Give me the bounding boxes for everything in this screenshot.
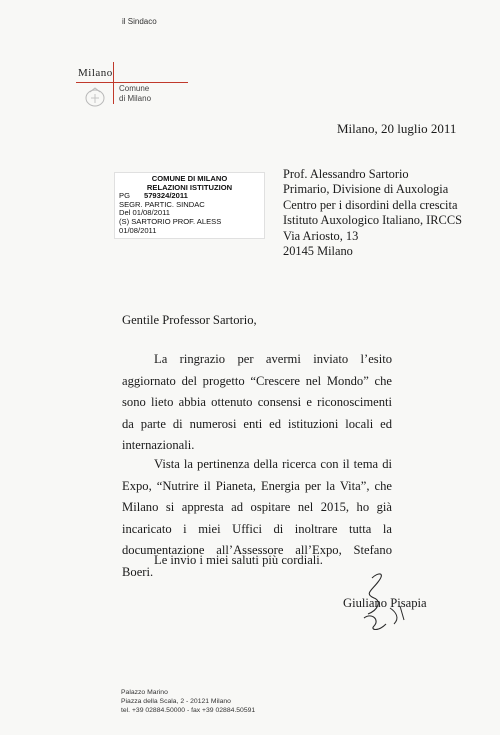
stamp-line-7: 01/08/2011: [119, 225, 157, 235]
recipient-street: Via Ariosto, 13: [283, 228, 359, 243]
footer-address: Piazza della Scala, 2 - 20121 Milano: [121, 698, 231, 705]
stamp-pg-number: 579324/2011: [143, 191, 188, 201]
stamp-line-5: Del 01/08/2011: [119, 208, 170, 218]
footer-building: Palazzo Marino: [121, 689, 168, 696]
body-paragraph-1-text: La ringrazio per avermi inviato l’esito aggiornato del progetto “Crescere nel Mondo” che sono lieto abbia ottenuto consensi e riconoscimenti da parte di numerosi enti ed istituzioni locali ed internazionali.: [122, 352, 392, 452]
stamp-pg-label: PG: [119, 191, 130, 201]
logo-comune-line1: Comune: [119, 84, 150, 93]
recipient-institute: Istituto Auxologico Italiano, IRCCS: [283, 213, 462, 228]
logo-horizontal-rule: [76, 82, 188, 83]
recipient-city: 20145 Milano: [283, 244, 353, 259]
letter-date: Milano, 20 luglio 2011: [337, 121, 457, 136]
protocol-stamp: [114, 172, 265, 239]
office-label: il Sindaco: [122, 17, 157, 26]
stamp-line-1: COMUNE DI MILANO: [151, 174, 228, 183]
recipient-address: [283, 167, 462, 259]
letterhead-footer: [121, 688, 255, 715]
body-paragraph-2-text: Vista la pertinenza della ricerca con il tema di Expo, “Nutrire il Pianeta, Energia per la Vita”, che Milano si appresta ad ospitare nel 2015, ho già incaricato i miei Uffici di inoltrare tutta la documentazione all’Assessore all’Expo, Stefano Boeri.: [122, 457, 392, 579]
logo-vertical-rule: [113, 62, 114, 104]
logo-city-name: Milano: [78, 67, 113, 79]
stamp-line-2: RELAZIONI ISTITUZION: [146, 182, 233, 192]
coat-of-arms-icon: [82, 86, 108, 108]
salutation: Gentile Professor Sartorio,: [122, 313, 257, 327]
footer-contacts: tel. +39 02884.50000 - fax +39 02884.50591: [121, 707, 256, 714]
closing-line: Le invio i miei saluti più cordiali.: [154, 553, 323, 567]
logo-comune-line2: di Milano: [119, 94, 152, 103]
signatory-name: Giuliano Pisapia: [343, 596, 427, 610]
stamp-line-6: (S) SARTORIO PROF. ALESS: [119, 216, 222, 226]
stamp-line-4: SEGR. PARTIC. SINDAC: [119, 199, 205, 209]
body-paragraph-1: [122, 349, 392, 457]
recipient-title: Primario, Divisione di Auxologia: [283, 182, 449, 197]
recipient-department: Centro per i disordini della crescita: [283, 197, 458, 212]
recipient-name: Prof. Alessandro Sartorio: [283, 167, 409, 181]
